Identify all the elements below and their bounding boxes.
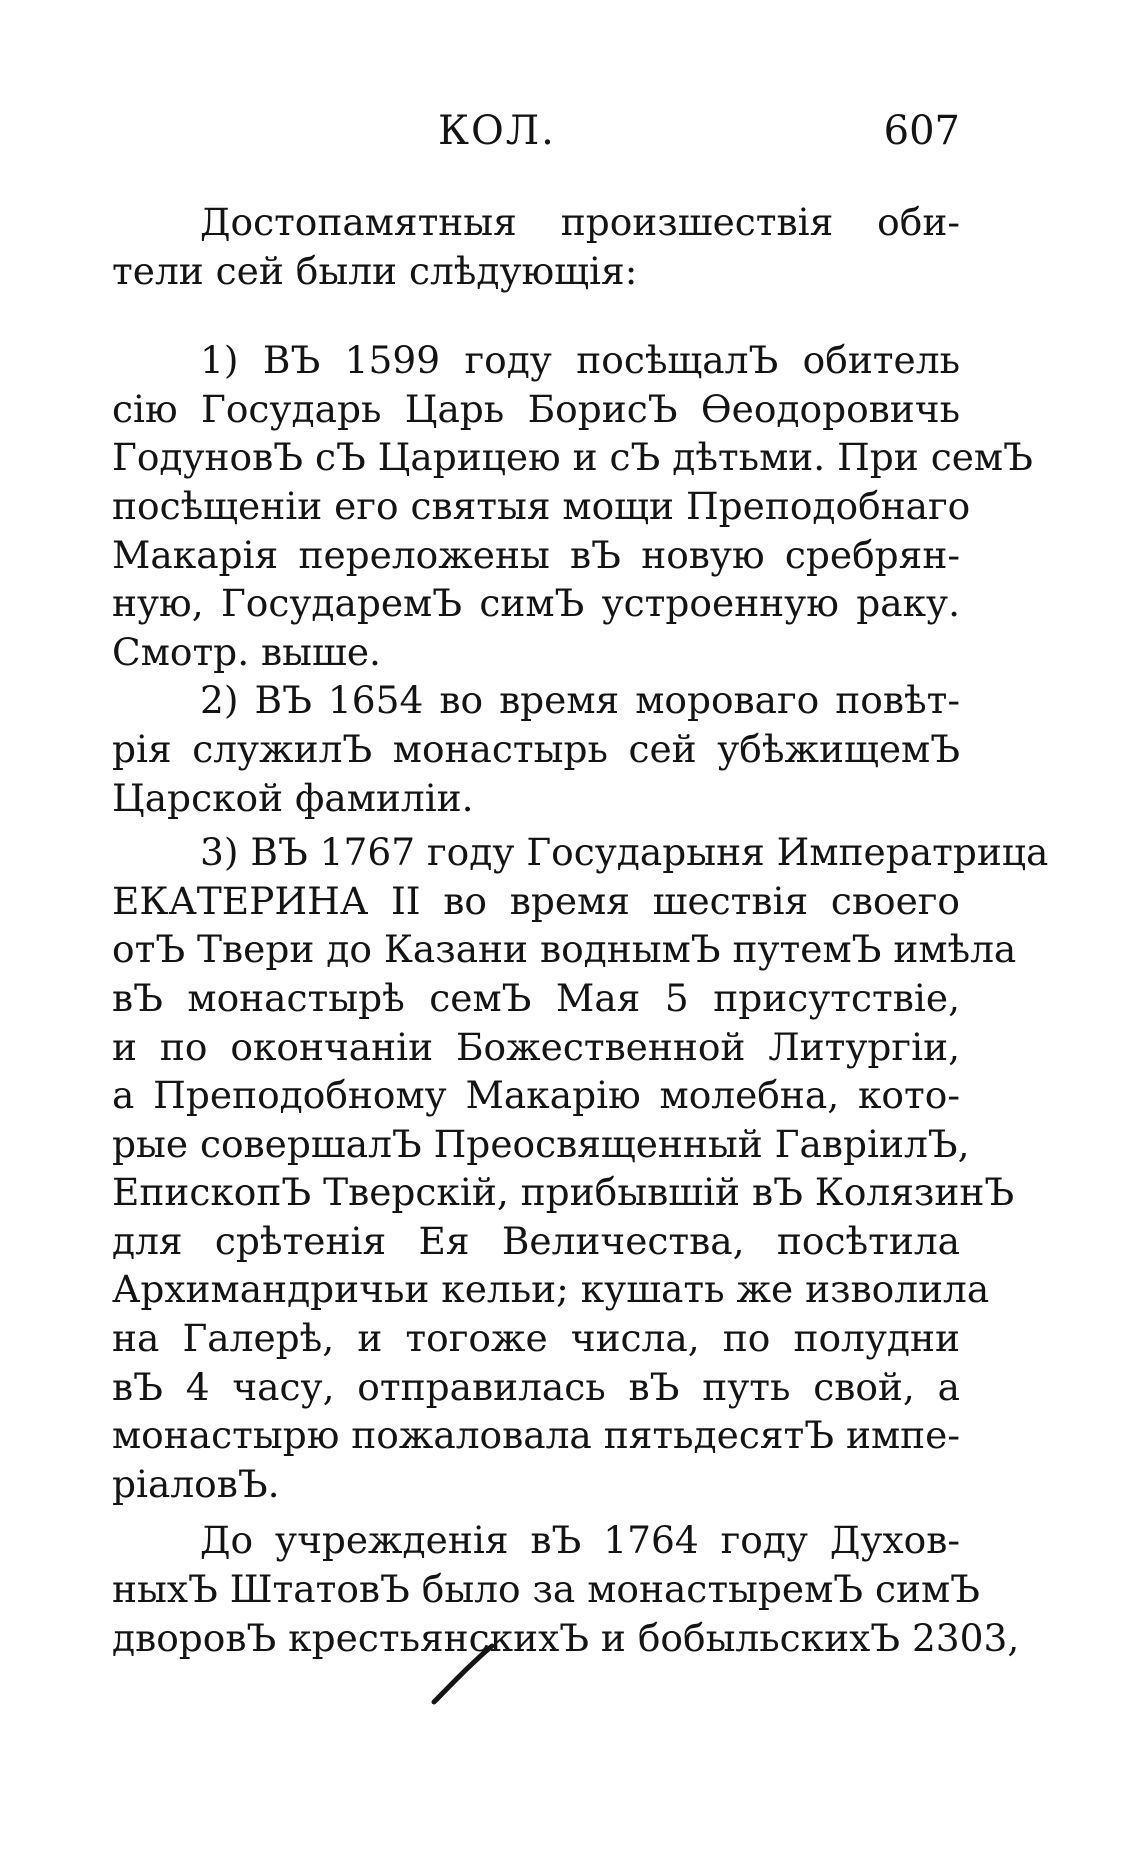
text-line: 2) ВЪ 1654 во время мороваго повѣт-: [200, 678, 960, 723]
text-line: ріаловЪ.: [112, 1461, 280, 1506]
text-line: сію Государь Царь БорисЪ Ѳеодоровичь: [112, 386, 960, 431]
text-line: а Преподобному Макарію молебна, кото-: [112, 1073, 960, 1118]
paragraph-event-1654: [112, 676, 960, 822]
text-line: До учрежденія вЪ 1764 году Духов-: [200, 1518, 960, 1563]
text-line: Царской фамиліи.: [112, 775, 474, 820]
text-line: вЪ монастырѣ семЪ Мая 5 присутствіе,: [112, 975, 960, 1020]
text-line: на Галерѣ, и тогоже числа, по полудни: [112, 1316, 960, 1361]
text-line: ную, ГосударемЪ симЪ устроенную раку.: [112, 581, 960, 626]
page-number: 607: [883, 108, 960, 154]
paragraph-event-1599: [112, 336, 1033, 676]
text-line: Достопамятныя произшествія оби-: [200, 200, 960, 244]
text-line: ЕпископЪ Тверскій, прибывшій вЪ КолязинЪ: [112, 1170, 1015, 1215]
paragraph-estates: [112, 1516, 1020, 1662]
text-line: отЪ Твери до Казани воднымЪ путемЪ имѣла: [112, 927, 1017, 972]
page-header: [112, 108, 960, 168]
text-line: рые совершалЪ Преосвященный ГавріилЪ,: [112, 1121, 970, 1166]
running-head: КОЛ.: [438, 108, 556, 154]
text-line: Макарія переложены вЪ новую сребрян-: [112, 532, 960, 577]
text-line: ныхЪ ШтатовЪ было за монастыремЪ симЪ: [112, 1567, 980, 1612]
text-line: Смотр. выше.: [112, 629, 381, 674]
text-line: ГодуновЪ сЪ Царицею и сЪ дѣтьми. При семЪ: [112, 435, 1033, 480]
body-text: [112, 198, 1049, 1662]
paragraph-intro: [112, 198, 960, 295]
text-line: тели сей были слѣдующія:: [112, 248, 638, 293]
text-line: посѣщеніи его святыя мощи Преподобнаго: [112, 483, 971, 528]
paragraph-event-1767: [112, 828, 1049, 1508]
text-line: рія служилЪ монастырь сей убѣжищемЪ: [112, 726, 960, 771]
text-line: вЪ 4 часу, отправилась вЪ путь свой, а: [112, 1364, 960, 1409]
text-line: ЕКАТЕРИНА II во время шествія своего: [112, 878, 960, 923]
text-line: монастырю пожаловала пятьдесятЪ импе-: [112, 1413, 960, 1458]
text-line: 3) ВЪ 1767 году Государыня Императрица: [200, 830, 1049, 875]
ink-stroke-mark: [428, 1640, 498, 1710]
text-line: и по окончаніи Божественной Литургіи,: [112, 1024, 960, 1069]
text-line: 1) ВЪ 1599 году посѣщалЪ обитель: [200, 338, 960, 383]
text-line: дворовЪ крестьянскихЪ и бобыльскихЪ 2303,: [112, 1615, 1020, 1660]
text-line: Архимандричьи кельи; кушать же изволила: [112, 1267, 990, 1312]
text-line: для срѣтенія Ея Величества, посѣтила: [112, 1218, 960, 1263]
